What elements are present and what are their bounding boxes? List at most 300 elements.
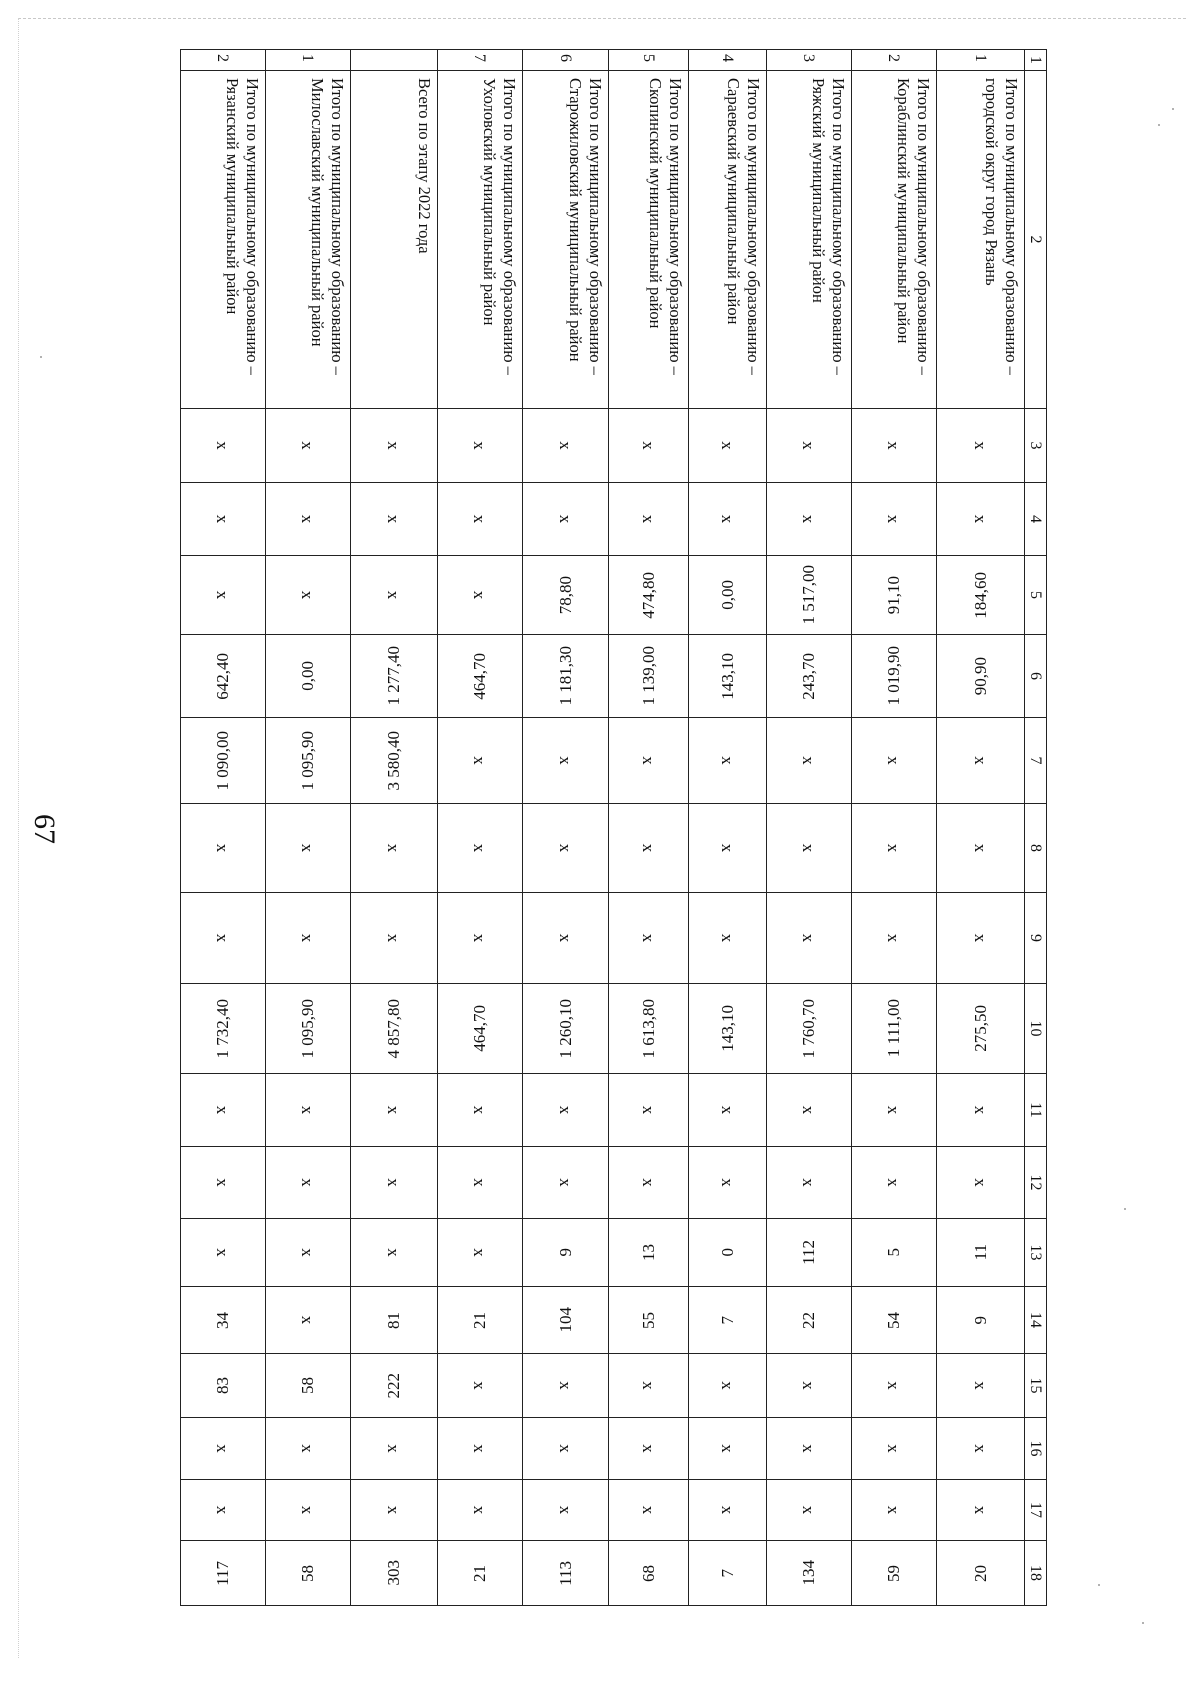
cell-value: x bbox=[298, 1505, 318, 1515]
value-cell-col-17 bbox=[438, 1480, 523, 1541]
value-cell-col-5 bbox=[852, 556, 937, 635]
scan-border-left bbox=[18, 18, 19, 1658]
scan-border-top bbox=[18, 18, 1186, 19]
value-cell-col-13 bbox=[852, 1219, 937, 1287]
cell-value: x bbox=[470, 1444, 490, 1453]
value-cell-col-15 bbox=[852, 1354, 937, 1418]
value-cell-col-12 bbox=[937, 1147, 1025, 1219]
cell-value: x bbox=[718, 1381, 737, 1390]
cell-value: x bbox=[556, 1178, 575, 1187]
cell-value: 58 bbox=[298, 1564, 318, 1582]
cell-value: x bbox=[470, 441, 490, 450]
value-cell-col-17 bbox=[181, 1480, 266, 1541]
cell-value: x bbox=[799, 441, 819, 450]
cell-value: 642,40 bbox=[213, 652, 233, 700]
value-cell-col-8 bbox=[852, 804, 937, 893]
cell-value: x bbox=[639, 514, 658, 524]
table-row bbox=[767, 50, 852, 1606]
value-cell-col-12 bbox=[523, 1147, 609, 1219]
value-cell-col-18 bbox=[852, 1541, 937, 1606]
value-cell-col-13 bbox=[937, 1219, 1025, 1287]
row-name-cell: Итого по муниципальному образованию – Милославский муниципальный район bbox=[266, 71, 351, 409]
value-cell-col-11 bbox=[852, 1074, 937, 1147]
cell-value: 20 bbox=[971, 1564, 990, 1582]
value-cell-col-10 bbox=[438, 984, 523, 1074]
value-cell-col-7 bbox=[689, 718, 767, 804]
value-cell-col-5 bbox=[767, 556, 852, 635]
cell-value: x bbox=[884, 1444, 904, 1453]
column-number: 8 bbox=[1025, 804, 1047, 893]
value-cell-col-18 bbox=[609, 1541, 689, 1606]
cell-value: x bbox=[799, 1505, 819, 1515]
value-cell-col-8 bbox=[609, 804, 689, 893]
value-cell-col-4 bbox=[266, 483, 351, 556]
value-cell-col-11 bbox=[767, 1074, 852, 1147]
cell-value: x bbox=[213, 1444, 233, 1453]
cell-value: x bbox=[971, 843, 990, 853]
cell-value: 7 bbox=[718, 1315, 737, 1325]
value-cell-col-10 bbox=[852, 984, 937, 1074]
value-cell-col-10 bbox=[689, 984, 767, 1074]
table-row bbox=[937, 50, 1025, 1606]
cell-value: x bbox=[971, 933, 990, 943]
cell-value: x bbox=[556, 843, 575, 853]
cell-value: x bbox=[718, 1444, 737, 1453]
cell-value: x bbox=[639, 1505, 658, 1515]
value-cell-col-7 bbox=[767, 718, 852, 804]
cell-value: 143,10 bbox=[718, 1005, 737, 1052]
cell-value: 58 bbox=[298, 1377, 318, 1394]
column-number: 3 bbox=[1025, 409, 1047, 483]
value-cell-col-9 bbox=[609, 893, 689, 984]
value-cell-col-6 bbox=[609, 635, 689, 718]
table-row bbox=[852, 50, 937, 1606]
cell-value: x bbox=[971, 1505, 990, 1515]
cell-value: x bbox=[470, 843, 490, 853]
cell-value: 4 857,80 bbox=[384, 998, 404, 1059]
table-row bbox=[181, 50, 266, 1606]
value-cell-col-17 bbox=[351, 1480, 438, 1541]
value-cell-col-17 bbox=[767, 1480, 852, 1541]
value-cell-col-3 bbox=[609, 409, 689, 483]
scan-speck bbox=[1172, 108, 1174, 110]
row-name-cell: Итого по муниципальному образованию – Ряжский муниципальный район bbox=[767, 71, 852, 409]
column-number: 4 bbox=[1025, 483, 1047, 556]
value-cell-col-9 bbox=[767, 893, 852, 984]
value-cell-col-9 bbox=[523, 893, 609, 984]
cell-value: 0 bbox=[718, 1248, 737, 1257]
value-cell-col-4 bbox=[523, 483, 609, 556]
cell-value: x bbox=[884, 514, 904, 524]
value-cell-col-9 bbox=[266, 893, 351, 984]
value-cell-col-14 bbox=[609, 1287, 689, 1354]
cell-value: 54 bbox=[884, 1311, 904, 1329]
cell-value: x bbox=[718, 756, 737, 765]
cell-value: 9 bbox=[556, 1248, 575, 1257]
cell-value: x bbox=[718, 933, 737, 943]
value-cell-col-10 bbox=[181, 984, 266, 1074]
value-cell-col-15 bbox=[937, 1354, 1025, 1418]
value-cell-col-13 bbox=[689, 1219, 767, 1287]
cell-value: x bbox=[639, 756, 658, 765]
value-cell-col-4 bbox=[937, 483, 1025, 556]
cell-value: x bbox=[470, 1248, 490, 1257]
row-name-cell: Итого по муниципальному образованию – Кораблинский муниципальный район bbox=[852, 71, 937, 409]
value-cell-col-5 bbox=[689, 556, 767, 635]
cell-value: x bbox=[799, 1105, 819, 1115]
cell-value: x bbox=[384, 1105, 404, 1115]
value-cell-col-18 bbox=[351, 1541, 438, 1606]
value-cell-col-11 bbox=[937, 1074, 1025, 1147]
cell-value: 1 019,90 bbox=[884, 646, 904, 706]
cell-value: 1 760,70 bbox=[799, 998, 819, 1059]
cell-value: x bbox=[298, 1444, 318, 1453]
value-cell-col-13 bbox=[523, 1219, 609, 1287]
row-name-cell: Всего по этапу 2022 года bbox=[351, 71, 438, 409]
value-cell-col-6 bbox=[351, 635, 438, 718]
value-cell-col-16 bbox=[523, 1418, 609, 1480]
cell-value: x bbox=[213, 441, 233, 450]
table-row bbox=[523, 50, 609, 1606]
value-cell-col-4 bbox=[767, 483, 852, 556]
value-cell-col-5 bbox=[266, 556, 351, 635]
cell-value: x bbox=[884, 843, 904, 853]
value-cell-col-3 bbox=[523, 409, 609, 483]
value-cell-col-16 bbox=[852, 1418, 937, 1480]
register-table bbox=[180, 49, 1047, 1606]
cell-value: x bbox=[971, 441, 990, 450]
value-cell-col-14 bbox=[937, 1287, 1025, 1354]
value-cell-col-14 bbox=[266, 1287, 351, 1354]
value-cell-col-9 bbox=[852, 893, 937, 984]
value-cell-col-17 bbox=[689, 1480, 767, 1541]
value-cell-col-11 bbox=[689, 1074, 767, 1147]
scan-speck bbox=[1158, 124, 1160, 126]
cell-value: x bbox=[213, 1105, 233, 1115]
cell-value: x bbox=[799, 756, 819, 765]
cell-value: 184,60 bbox=[971, 571, 990, 619]
cell-value: x bbox=[718, 1178, 737, 1187]
cell-value: 222 bbox=[384, 1372, 404, 1399]
cell-value: x bbox=[213, 590, 233, 600]
value-cell-col-18 bbox=[689, 1541, 767, 1606]
column-number: 18 bbox=[1025, 1541, 1047, 1606]
row-name-cell: Итого по муниципальному образованию – Старожиловский муниципальный район bbox=[523, 71, 609, 409]
value-cell-col-12 bbox=[181, 1147, 266, 1219]
cell-value: x bbox=[639, 1178, 658, 1187]
cell-value: x bbox=[298, 843, 318, 853]
value-cell-col-10 bbox=[609, 984, 689, 1074]
cell-value: x bbox=[884, 1381, 904, 1390]
value-cell-col-16 bbox=[181, 1418, 266, 1480]
value-cell-col-11 bbox=[181, 1074, 266, 1147]
column-number: 6 bbox=[1025, 635, 1047, 718]
cell-value: 112 bbox=[799, 1240, 819, 1265]
value-cell-col-10 bbox=[351, 984, 438, 1074]
cell-value: x bbox=[971, 1178, 990, 1187]
value-cell-col-17 bbox=[523, 1480, 609, 1541]
value-cell-col-10 bbox=[937, 984, 1025, 1074]
cell-value: x bbox=[971, 1444, 990, 1453]
cell-value: 68 bbox=[639, 1564, 658, 1582]
column-number: 15 bbox=[1025, 1354, 1047, 1418]
table-row bbox=[689, 50, 767, 1606]
cell-value: x bbox=[470, 1178, 490, 1187]
value-cell-col-8 bbox=[689, 804, 767, 893]
cell-value: 21 bbox=[470, 1311, 490, 1329]
value-cell-col-7 bbox=[266, 718, 351, 804]
cell-value: x bbox=[971, 1105, 990, 1115]
value-cell-col-10 bbox=[266, 984, 351, 1074]
value-cell-col-6 bbox=[937, 635, 1025, 718]
table-row bbox=[438, 50, 523, 1606]
value-cell-col-18 bbox=[266, 1541, 351, 1606]
value-cell-col-9 bbox=[937, 893, 1025, 984]
cell-value: x bbox=[298, 933, 318, 943]
cell-value: 1 613,80 bbox=[639, 998, 658, 1059]
value-cell-col-3 bbox=[351, 409, 438, 483]
value-cell-col-8 bbox=[351, 804, 438, 893]
cell-value: x bbox=[639, 1381, 658, 1390]
value-cell-col-4 bbox=[852, 483, 937, 556]
value-cell-col-16 bbox=[689, 1418, 767, 1480]
cell-value: x bbox=[639, 933, 658, 943]
cell-value: 9 bbox=[971, 1315, 990, 1325]
cell-value: x bbox=[384, 933, 404, 943]
column-number: 1 bbox=[1025, 50, 1047, 71]
cell-value: 21 bbox=[470, 1564, 490, 1582]
cell-value: 134 bbox=[799, 1560, 819, 1586]
value-cell-col-13 bbox=[351, 1219, 438, 1287]
column-number: 5 bbox=[1025, 556, 1047, 635]
cell-value: x bbox=[384, 590, 404, 600]
value-cell-col-12 bbox=[689, 1147, 767, 1219]
value-cell-col-5 bbox=[609, 556, 689, 635]
value-cell-col-16 bbox=[351, 1418, 438, 1480]
value-cell-col-8 bbox=[181, 804, 266, 893]
value-cell-col-14 bbox=[181, 1287, 266, 1354]
table-row bbox=[266, 50, 351, 1606]
row-number-cell: 6 bbox=[523, 50, 609, 71]
row-name-cell: Итого по муниципальному образованию – Сараевский муниципальный район bbox=[689, 71, 767, 409]
cell-value: 59 bbox=[884, 1564, 904, 1582]
cell-value: 91,10 bbox=[884, 575, 904, 615]
cell-value: x bbox=[799, 1444, 819, 1453]
column-number: 14 bbox=[1025, 1287, 1047, 1354]
cell-value: x bbox=[470, 1381, 490, 1390]
value-cell-col-6 bbox=[266, 635, 351, 718]
cell-value: x bbox=[384, 441, 404, 450]
value-cell-col-3 bbox=[438, 409, 523, 483]
column-number: 9 bbox=[1025, 893, 1047, 984]
value-cell-col-17 bbox=[609, 1480, 689, 1541]
cell-value: x bbox=[971, 1381, 990, 1390]
cell-value: x bbox=[799, 1178, 819, 1187]
cell-value: 1 181,30 bbox=[556, 646, 575, 706]
row-number-cell: 2 bbox=[852, 50, 937, 71]
row-name-cell: Итого по муниципальному образованию – Ухоловский муниципальный район bbox=[438, 71, 523, 409]
value-cell-col-17 bbox=[937, 1480, 1025, 1541]
cell-value: 464,70 bbox=[470, 1005, 490, 1052]
column-number: 7 bbox=[1025, 718, 1047, 804]
cell-value: x bbox=[470, 933, 490, 943]
value-cell-col-5 bbox=[937, 556, 1025, 635]
cell-value: x bbox=[213, 514, 233, 524]
cell-value: x bbox=[213, 1248, 233, 1257]
cell-value: 1 517,00 bbox=[799, 565, 819, 625]
value-cell-col-4 bbox=[351, 483, 438, 556]
page-number: 67 bbox=[28, 814, 61, 844]
value-cell-col-3 bbox=[767, 409, 852, 483]
cell-value: 1 095,90 bbox=[298, 998, 318, 1059]
cell-value: 1 732,40 bbox=[213, 998, 233, 1059]
cell-value: x bbox=[639, 1444, 658, 1453]
column-number: 11 bbox=[1025, 1074, 1047, 1147]
row-name-cell: Итого по муниципальному образованию – Скопинский муниципальный район bbox=[609, 71, 689, 409]
cell-value: x bbox=[884, 933, 904, 943]
cell-value: 464,70 bbox=[470, 652, 490, 700]
cell-value: 1 111,00 bbox=[884, 999, 904, 1058]
value-cell-col-12 bbox=[438, 1147, 523, 1219]
value-cell-col-8 bbox=[523, 804, 609, 893]
value-cell-col-9 bbox=[438, 893, 523, 984]
cell-value: 0,00 bbox=[718, 580, 737, 610]
row-name-cell: Итого по муниципальному образованию – Рязанский муниципальный район bbox=[181, 71, 266, 409]
cell-value: 303 bbox=[384, 1560, 404, 1586]
value-cell-col-10 bbox=[767, 984, 852, 1074]
value-cell-col-7 bbox=[438, 718, 523, 804]
value-cell-col-6 bbox=[689, 635, 767, 718]
row-number-cell: 1 bbox=[266, 50, 351, 71]
row-name-cell: Итого по муниципальному образованию – городской округ город Рязань bbox=[937, 71, 1025, 409]
row-number-cell: 4 bbox=[689, 50, 767, 71]
value-cell-col-4 bbox=[438, 483, 523, 556]
value-cell-col-4 bbox=[181, 483, 266, 556]
cell-value: x bbox=[556, 933, 575, 943]
value-cell-col-11 bbox=[609, 1074, 689, 1147]
value-cell-col-6 bbox=[181, 635, 266, 718]
cell-value: 1 277,40 bbox=[384, 646, 404, 706]
cell-value: x bbox=[718, 1505, 737, 1515]
cell-value: 143,10 bbox=[718, 652, 737, 700]
value-cell-col-4 bbox=[689, 483, 767, 556]
value-cell-col-7 bbox=[937, 718, 1025, 804]
value-cell-col-13 bbox=[609, 1219, 689, 1287]
cell-value: x bbox=[718, 441, 737, 450]
cell-value: x bbox=[298, 1248, 318, 1257]
value-cell-col-15 bbox=[266, 1354, 351, 1418]
cell-value: x bbox=[971, 756, 990, 765]
rotated-table-frame bbox=[90, 49, 1047, 1585]
value-cell-col-15 bbox=[767, 1354, 852, 1418]
value-cell-col-5 bbox=[438, 556, 523, 635]
cell-value: x bbox=[298, 514, 318, 524]
column-number: 2 bbox=[1025, 71, 1047, 409]
value-cell-col-13 bbox=[266, 1219, 351, 1287]
column-number: 10 bbox=[1025, 984, 1047, 1074]
cell-value: x bbox=[639, 843, 658, 853]
cell-value: x bbox=[470, 756, 490, 765]
value-cell-col-16 bbox=[266, 1418, 351, 1480]
cell-value: x bbox=[298, 1315, 318, 1325]
cell-value: 83 bbox=[213, 1377, 233, 1394]
cell-value: 117 bbox=[213, 1560, 233, 1586]
value-cell-col-13 bbox=[767, 1219, 852, 1287]
row-number-cell: 2 bbox=[181, 50, 266, 71]
row-number-cell: 1 bbox=[937, 50, 1025, 71]
value-cell-col-18 bbox=[937, 1541, 1025, 1606]
cell-value: x bbox=[799, 1381, 819, 1390]
cell-value: x bbox=[639, 441, 658, 450]
cell-value: 11 bbox=[971, 1244, 990, 1261]
value-cell-col-8 bbox=[767, 804, 852, 893]
cell-value: 1 260,10 bbox=[556, 998, 575, 1059]
value-cell-col-15 bbox=[438, 1354, 523, 1418]
scan-speck bbox=[1142, 1622, 1144, 1624]
cell-value: x bbox=[556, 756, 575, 765]
value-cell-col-11 bbox=[438, 1074, 523, 1147]
value-cell-col-12 bbox=[266, 1147, 351, 1219]
row-number-cell: 7 bbox=[438, 50, 523, 71]
value-cell-col-16 bbox=[438, 1418, 523, 1480]
cell-value: x bbox=[213, 843, 233, 853]
cell-value: x bbox=[556, 1444, 575, 1453]
value-cell-col-14 bbox=[852, 1287, 937, 1354]
cell-value: x bbox=[298, 1105, 318, 1115]
value-cell-col-18 bbox=[767, 1541, 852, 1606]
cell-value: x bbox=[556, 441, 575, 450]
value-cell-col-12 bbox=[852, 1147, 937, 1219]
value-cell-col-15 bbox=[609, 1354, 689, 1418]
cell-value: x bbox=[556, 1105, 575, 1115]
cell-value: x bbox=[384, 843, 404, 853]
value-cell-col-12 bbox=[351, 1147, 438, 1219]
cell-value: 22 bbox=[799, 1311, 819, 1329]
column-number-row bbox=[1025, 50, 1047, 1606]
cell-value: x bbox=[718, 514, 737, 524]
cell-value: 81 bbox=[384, 1311, 404, 1329]
cell-value: x bbox=[799, 514, 819, 524]
cell-value: 275,50 bbox=[971, 1005, 990, 1052]
value-cell-col-18 bbox=[523, 1541, 609, 1606]
value-cell-col-18 bbox=[438, 1541, 523, 1606]
value-cell-col-17 bbox=[852, 1480, 937, 1541]
cell-value: x bbox=[298, 590, 318, 600]
cell-value: 104 bbox=[556, 1307, 575, 1333]
cell-value: 3 580,40 bbox=[384, 730, 404, 791]
value-cell-col-14 bbox=[523, 1287, 609, 1354]
cell-value: x bbox=[213, 933, 233, 943]
cell-value: x bbox=[556, 514, 575, 524]
cell-value: 243,70 bbox=[799, 652, 819, 700]
value-cell-col-8 bbox=[266, 804, 351, 893]
value-cell-col-13 bbox=[438, 1219, 523, 1287]
value-cell-col-5 bbox=[523, 556, 609, 635]
cell-value: 113 bbox=[556, 1560, 575, 1586]
value-cell-col-3 bbox=[852, 409, 937, 483]
cell-value: x bbox=[884, 441, 904, 450]
value-cell-col-9 bbox=[689, 893, 767, 984]
value-cell-col-9 bbox=[181, 893, 266, 984]
cell-value: x bbox=[718, 1105, 737, 1115]
value-cell-col-6 bbox=[852, 635, 937, 718]
column-number: 12 bbox=[1025, 1147, 1047, 1219]
table-row bbox=[609, 50, 689, 1606]
table-body bbox=[181, 50, 1025, 1606]
cell-value: 78,80 bbox=[556, 575, 575, 615]
cell-value: 1 139,00 bbox=[639, 646, 658, 706]
value-cell-col-3 bbox=[266, 409, 351, 483]
